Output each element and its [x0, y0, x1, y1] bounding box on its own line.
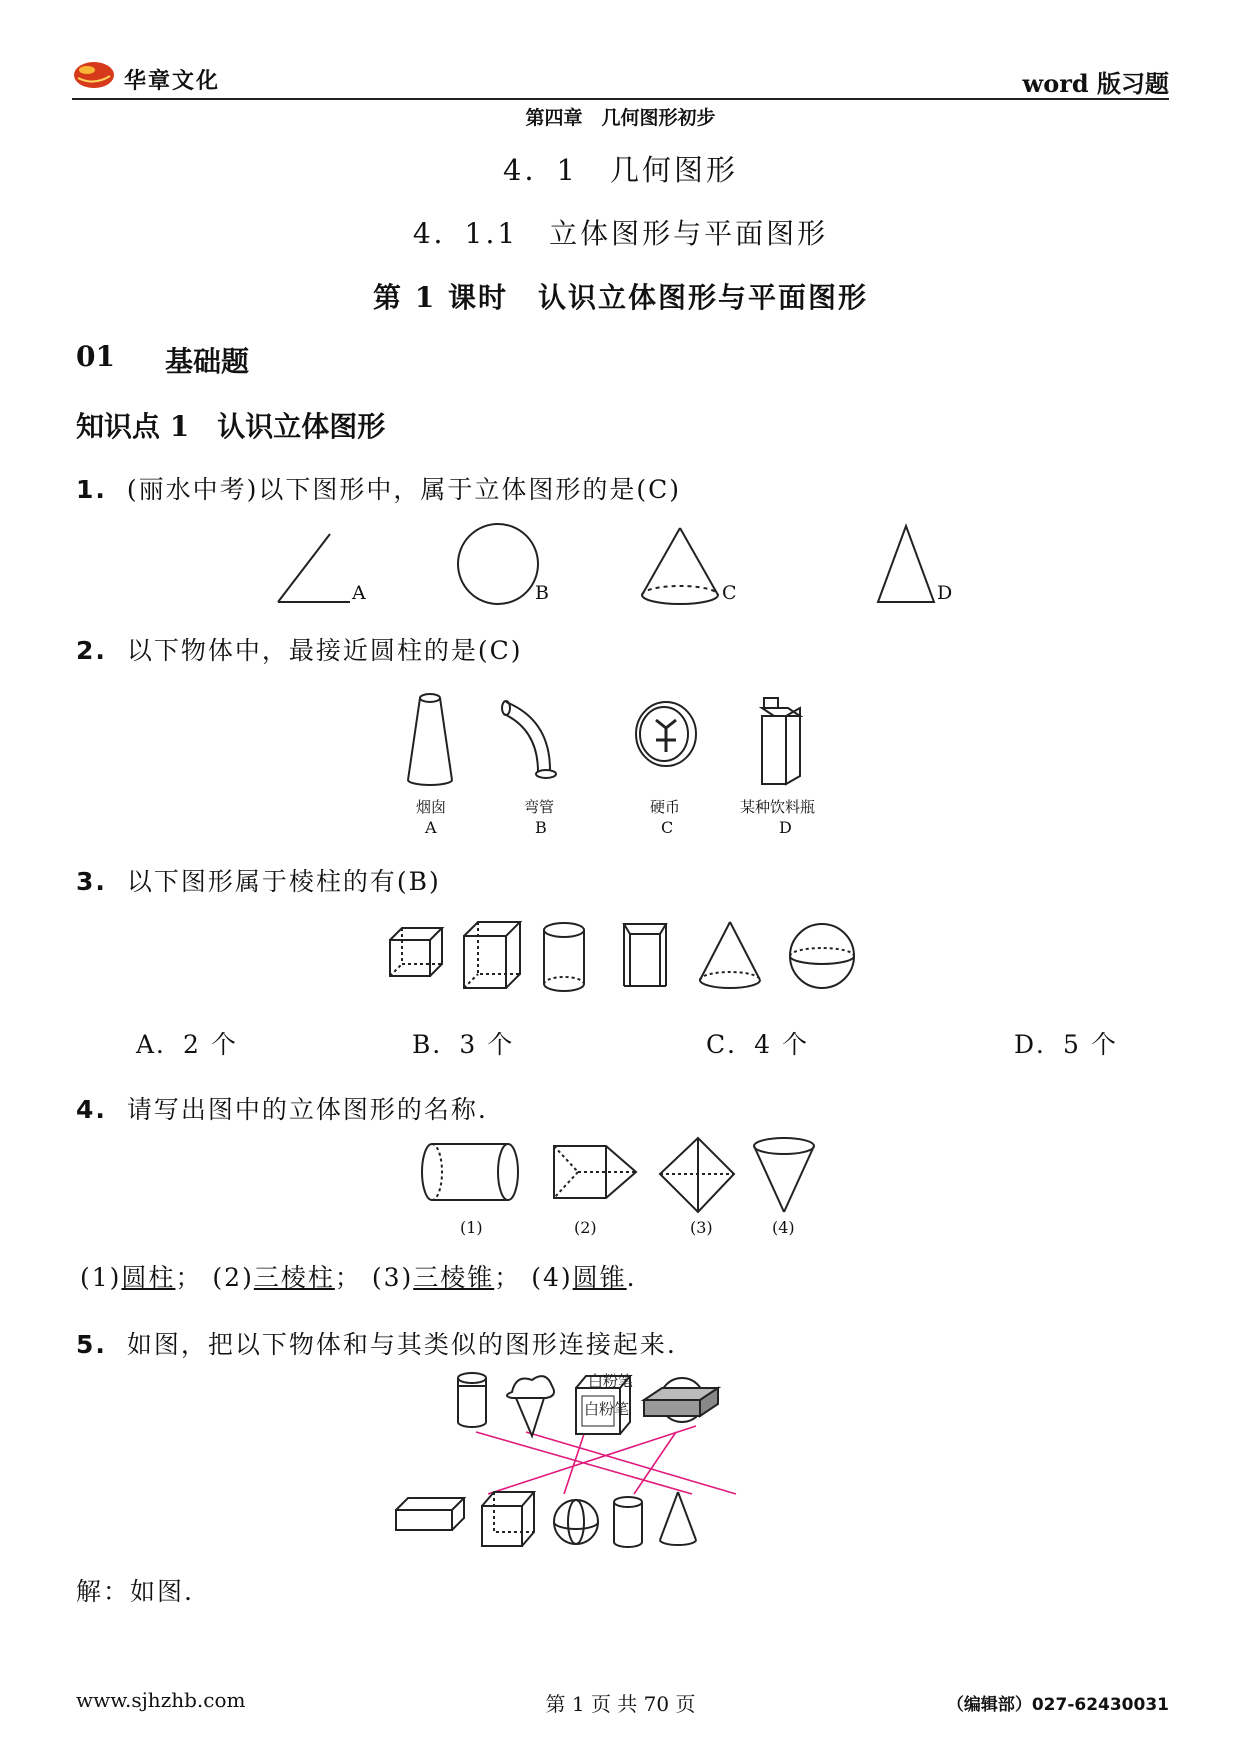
- question-text: 请写出图中的立体图形的名称.: [126, 1095, 488, 1124]
- ice-cream-icon: [507, 1376, 554, 1436]
- q3-figure: [388, 920, 868, 1000]
- angle-shape: [278, 534, 350, 602]
- section-title: 4．1 几何图形: [503, 153, 738, 187]
- prism-shape: [624, 924, 666, 986]
- q2-item-d-letter: D: [779, 818, 792, 837]
- answer-sep: ；: [494, 1263, 522, 1292]
- cuboid-shape: [390, 928, 442, 976]
- triangular-pyramid-shape: [660, 1138, 734, 1212]
- cone-shape: [642, 528, 718, 604]
- triangle-shape: [878, 526, 934, 602]
- q4-fig-label-1: (1): [460, 1218, 483, 1237]
- q5-figure: [436, 1370, 796, 1550]
- cylinder-horizontal-shape: [422, 1144, 518, 1200]
- question-3: [76, 862, 441, 898]
- question-text: 以下物体中，最接近圆柱的是(C): [126, 636, 523, 665]
- cylinder-shape: [614, 1497, 642, 1547]
- question-text: 如图，把以下物体和与其类似的图形连接起来.: [126, 1330, 677, 1359]
- inverted-cone-shape: [754, 1138, 814, 1212]
- level-number: 01: [76, 340, 115, 373]
- answer-prefix: (1): [80, 1263, 122, 1292]
- answer-prefix: (3): [371, 1263, 414, 1292]
- q1-label-d: D: [937, 582, 953, 604]
- q2-item-b-letter: B: [535, 818, 547, 837]
- q2-item-d-name: 某种饮料瓶: [740, 798, 816, 816]
- chalk-box-label-top: 白粉笔: [588, 1372, 634, 1390]
- sphere-shape: [790, 924, 854, 988]
- question-1: [76, 470, 681, 506]
- triangular-prism-shape: [554, 1146, 636, 1198]
- q1-figure: [270, 520, 970, 620]
- answer-prefix: (2): [212, 1263, 254, 1292]
- answer-prefix: (4): [531, 1263, 573, 1292]
- cube-shape: [482, 1492, 534, 1546]
- answer-sep: ；: [334, 1263, 362, 1292]
- q4-answers: [80, 1258, 637, 1294]
- lesson-title: 第 1 课时 认识立体图形与平面图形: [373, 281, 868, 314]
- beverage-bottle-icon: [762, 698, 800, 784]
- answer-blank: 三棱柱: [253, 1263, 335, 1292]
- q1-label-a: A: [352, 582, 366, 604]
- circle-shape: [458, 524, 538, 604]
- q3-option-a: A．2 个: [136, 1030, 238, 1059]
- q2-item-c-letter: C: [661, 818, 674, 837]
- q2-item-a-name: 烟囱: [416, 798, 447, 816]
- cube-shape: [464, 922, 520, 988]
- q5-solution: 解：如图.: [76, 1577, 194, 1606]
- q3-option-c: C．4 个: [706, 1030, 809, 1059]
- knowledge-point: 知识点 1 认识立体图形: [76, 410, 386, 443]
- question-5: [76, 1325, 677, 1361]
- header: [0, 0, 1241, 100]
- q2-item-c-name: 硬币: [650, 798, 681, 816]
- cone-shape: [700, 922, 760, 988]
- question-number: 1.: [76, 475, 107, 504]
- brick-icon: [644, 1388, 718, 1416]
- chalk-box-label-front: 白粉笔: [584, 1400, 630, 1418]
- logo-icon: [72, 60, 116, 90]
- q2-figure: [400, 690, 840, 790]
- q1-label-c: C: [722, 582, 737, 604]
- answer-blank: 圆柱: [121, 1263, 176, 1292]
- q1-label-b: B: [535, 582, 549, 604]
- q2-item-a-letter: A: [425, 818, 437, 837]
- answer-sep: .: [626, 1263, 637, 1292]
- footer-contact: （编辑部）027-62430031: [946, 1695, 1169, 1715]
- footer-website[interactable]: www.sjhzhb.com: [76, 1688, 246, 1712]
- level-name: 基础题: [165, 345, 250, 378]
- answer-blank: 圆锥: [572, 1263, 627, 1292]
- question-text: 以下图形属于棱柱的有(B): [126, 867, 441, 896]
- q4-figure: [420, 1136, 840, 1226]
- cuboid-shape: [396, 1498, 464, 1530]
- jar-icon: [458, 1373, 486, 1427]
- matching-lines: [476, 1426, 736, 1494]
- question-text: (丽水中考)以下图形中，属于立体图形的是(C): [126, 475, 681, 504]
- q3-option-d: D．5 个: [1014, 1030, 1118, 1059]
- question-number: 4.: [76, 1095, 107, 1124]
- subsection-title: 4．1.1 立体图形与平面图形: [412, 217, 829, 250]
- brand-name: 华章文化: [124, 69, 221, 94]
- coin-icon: [636, 702, 696, 766]
- answer-blank: 三棱锥: [413, 1263, 495, 1292]
- q4-fig-label-2: (2): [574, 1218, 597, 1237]
- question-number: 2.: [76, 636, 107, 665]
- q2-item-b-name: 弯管: [524, 798, 555, 816]
- question-2: [76, 631, 522, 667]
- question-number: 3.: [76, 867, 107, 896]
- sphere-shape: [554, 1500, 598, 1544]
- answer-sep: ；: [175, 1263, 203, 1292]
- question-4: [76, 1090, 488, 1126]
- chimney-icon: [408, 694, 452, 785]
- chapter-title: 第四章 几何图形初步: [525, 107, 716, 129]
- header-divider: [72, 98, 1169, 100]
- cone-shape: [660, 1492, 696, 1545]
- header-right-label: word 版习题: [1022, 69, 1169, 98]
- question-number: 5.: [76, 1330, 107, 1359]
- q4-fig-label-3: (3): [690, 1218, 713, 1237]
- footer-page-number: 第 1 页 共 70 页: [545, 1692, 696, 1716]
- q4-fig-label-4: (4): [772, 1218, 795, 1237]
- q3-option-b: B．3 个: [412, 1030, 515, 1059]
- bent-pipe-icon: [502, 701, 556, 778]
- cylinder-shape: [544, 923, 584, 991]
